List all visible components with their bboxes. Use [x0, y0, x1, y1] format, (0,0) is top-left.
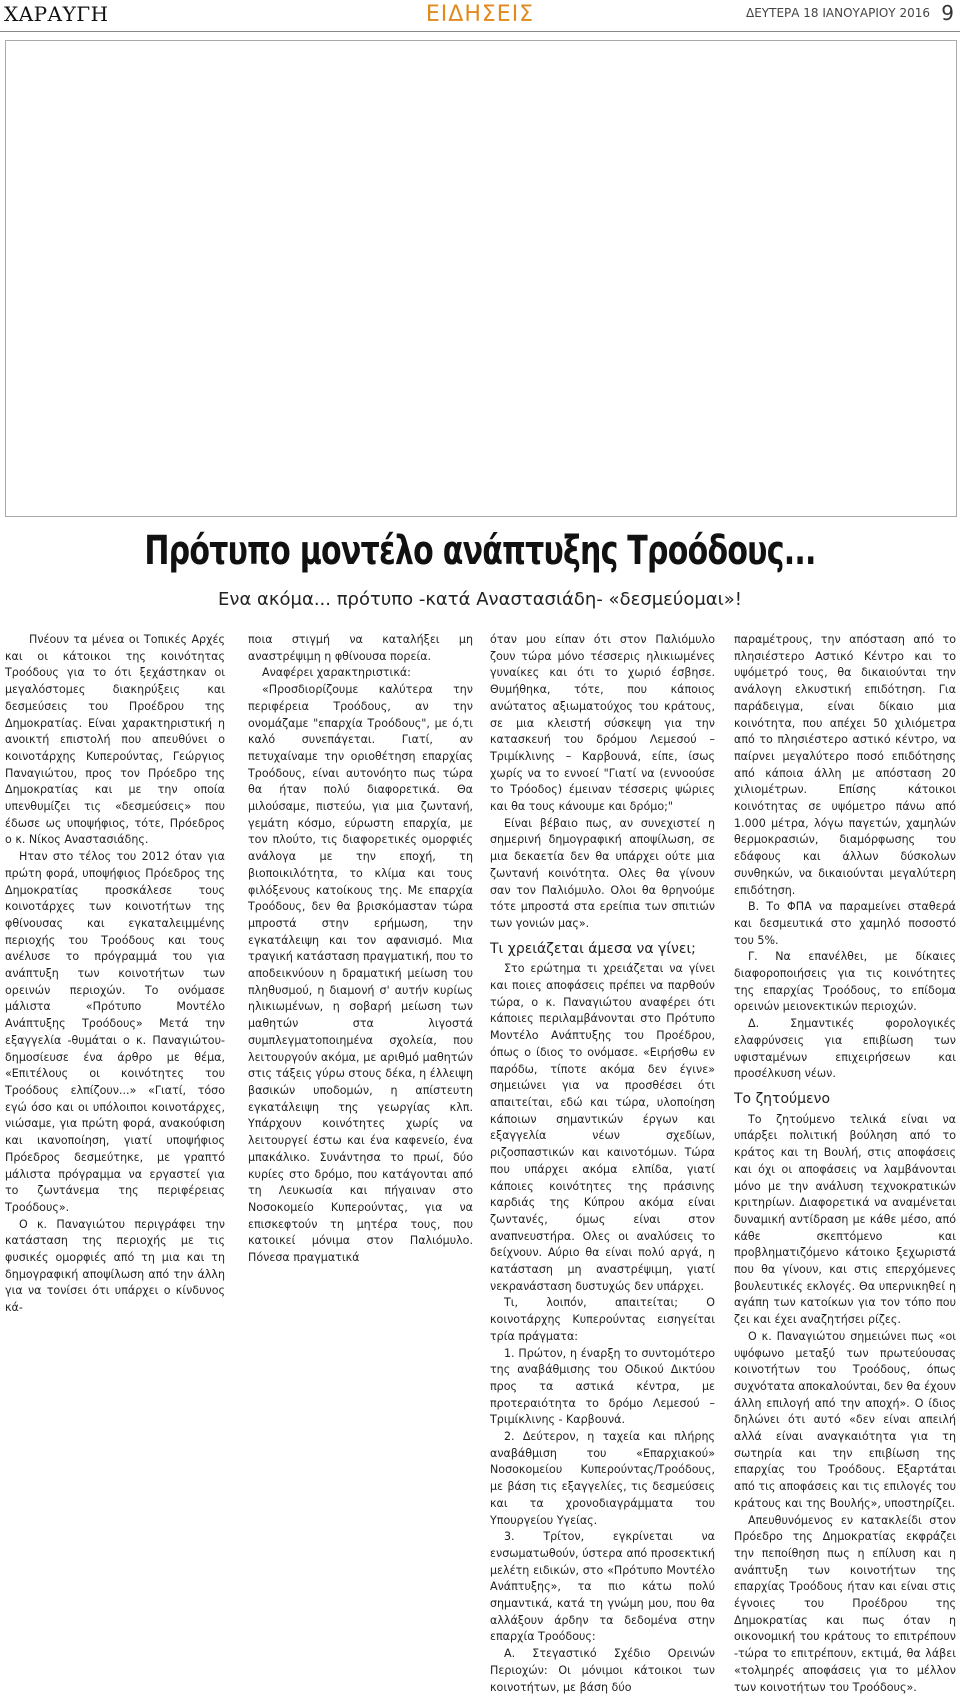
- paragraph: «Προσδιορίζουμε καλύτερα την περιφέρεια Τροόδους, αν την ονομάζαμε "επαρχία Τροόδους", με ό,τι καλό συνεπάγεται. Γιατί, αν πετυχαίναμε την οριοθέτηση επαρχίας Τροόδους, είναι αυτονόητο πως τώρα θα ήταν πολύ διαφορετικά. Θα μιλούσαμε, πιστεύω, για μια ζωντανή, γεμάτη κόσμο, εύρωστη επαρχία, με τον πλούτο, τις διαφορετικές ομορφιές ανάλογα με την εποχή, τη βιοποικιλότητα, το κλίμα και τους φιλόξενους κατοίκους της. Με επαρχία Τροόδους, δεν θα βρισκόμασταν τώρα μπροστά στην ερήμωση, την εγκατάλειψη και τον αφανισμό. Μια τραγική κατάσταση πραγματική, που το αποδεικνύουν η δραματική μείωση του πληθυσμού, η διαμονή σ' αυτήν κυρίως ηλικιωμένων, η σοβαρή μείωση των μαθητών στα λιγοστά συμπλεγματοποιημένα σχολεία, που λειτουργούν ακόμα, με αριθμό μαθητών στις τάξεις γύρω στους δέκα, η έλλειψη βασικών υποδομών, η απίστευτη εγκατάλειψη της γεωργίας κλπ. Υπάρχουν κοινότητες χωρίς να λειτουργεί έστω και ένα καφενείο, ένα μπακάλικο. Συνάντησα το πρωί, δύο κυρίες στο δρόμο, που κατάγονται από τη Λευκωσία και πήγαιναν στο Νοσοκομείο Κυπερούντας, για να επισκεφτούν τη μητέρα τους, που κατοικεί μόνιμα στον Παλιόμυλο. Πόνεσα πραγματικά: [248, 683, 473, 1265]
- paragraph: όταν μου είπαν ότι στον Παλιόμυλο ζουν τώρα μόνο τέσσερις ηλικιωμένες γυναίκες και ότι το χωριό έσβησε. Θυμήθηκα, τότε, που κάποιος ανώτατος αξιωματούχος του κράτους, σε μια κλειστή σύσκεψη για την κατασκευή του δρόμου Λεμεσού – Τριμίκλινης – Καρβουνά, είπε, ίσως χωρίς να το εννοεί "Γιατί να (εννοούσε το Τρόοδος) έμειναν τέσσερις ψώριες και θα τους κάνουμε και δρόμο;": [490, 633, 715, 814]
- paragraph: Στο ερώτημα τι χρειάζεται να γίνει και ποιες αποφάσεις πρέπει να παρθούν τώρα, ο κ. Παναγιώτου αναφέρει ότι κάποιες περιλαμβάνονται στο Πρότυπο Μοντέλο Ανάπτυξης του Προέδρου, όπως ο ίδιος το ονόμασε. «Ειρήσθω εν παρόδω, τίποτε ακόμα δεν έγινε» σημειώνει για να προσθέσει ότι απαιτείται, εδώ και τώρα, υλοποίηση κάποιων σημαντικών έργων και εξαγγελία νέων σχεδίων, ριζοσπαστικών και καινοτόμων. Τώρα που υπάρχει ακόμα ελπίδα, γιατί κάποιες κοινότητες της πράσινης καρδιάς της Κύπρου ακόμα είναι ζωντανές, όμως είναι στον αναπνευστήρα. Ολες οι αναλύσεις το δείχνουν. Αύριο θα είναι πολύ αργά, η κατάσταση μη αναστρέψιμη, γιατί νεκρανάσταση δυστυχώς δεν υπάρχει.: [490, 962, 715, 1293]
- subheading-what-is-needed: Τι χρειάζεται άμεσα να γίνει;: [490, 940, 696, 957]
- paragraph: 3. Τρίτον, εγκρίνεται να ενσωματωθούν, ύστερα από προσεκτική μελέτη ειδικών, στο «Πρότυπο Μοντέλο Ανάπτυξης», τα πιο κάτω πολύ σημαντικά, κατά τη γνώμη μου, που θα αλλάξουν άρδην τα δεδομένα στην επαρχία Τροόδους:: [490, 1530, 715, 1644]
- subheading-the-objective: Το ζητούμενο: [734, 1090, 831, 1107]
- paragraph: 2. Δεύτερον, η ταχεία και πλήρης αναβάθμιση του «Επαρχιακού» Νοσοκομείου Κυπερούντας/Τροόδους, με βάση τις εξαγγελίες, τις δεσμεύσεις και τα χρονοδιαγράμματα του Υπουργείου Υγείας.: [490, 1430, 715, 1527]
- article-column-4: [734, 632, 956, 1696]
- article-column-3: [490, 632, 715, 1696]
- paragraph: Απευθυνόμενος εν κατακλείδι στον Πρόεδρο της Δημοκρατίας εκφράζει την πεποίθηση πως η επίλυση και η ανάπτυξη των κοινοτήτων της επαρχίας Τροόδους ήταν και είναι στις έγνοιες του Προέδρου της Δημοκρατίας και πως όταν η οικονομική του κράτους το επιτρέπουν -τώρα το επιτρέπουν, εκτιμά, θα λάβει «τολμηρές αποφάσεις για το μέλλον των κοινοτήτων του Τροόδους».: [734, 1513, 956, 1694]
- paragraph: Δ. Σημαντικές φορολογικές ελαφρύνσεις για επιβίωση των υφισταμένων επιχειρήσεων και προσέλκυση νέων.: [734, 1017, 956, 1081]
- paragraph: Ο κ. Παναγιώτου σημειώνει πως «οι υψόφωνο μεταξύ των πρωτεύουσας κοινοτήτων του Τροόδους, όπως συχνότατα αποκαλούνται, δεν θα έχουν άλλη επιλογή από την αποχή». Ο ίδιος δηλώνει ότι αυτό «δεν είναι απειλή αλλά είναι αναγκαιότητα για τη σωτηρία και την επιβίωση της επαρχίας του Τροόδους. Εξαρτάται από τις αποφάσεις και τις επιλογές του κράτους και της Βουλής», υποστηρίζει.: [734, 1329, 956, 1510]
- article-column-1: [5, 632, 225, 1317]
- paragraph: Ηταν στο τέλος του 2012 όταν για πρώτη φορά, υποψήφιος Πρόεδρος της Δημοκρατίας προσκάλεσε τους κοινοτάρχες των κοινοτήτων της φθίνουσας και εγκαταλειμμένης περιοχής του Τροόδους και τους ανέλυσε το πρόγραμμά του για ανάπτυξη των κοινοτήτων των ορεινών περιοχών. Το ονόμασε μάλιστα «Πρότυπο Μοντέλο Ανάπτυξης Τροόδους» Μετά την εξαγγελία -θυμάται ο κ. Παναγιώτου- δημοσίευσε ένα άρθρο με θέμα, «Επιτέλους οι κοινότητες του Τροόδους ελπίζουν...» «Γιατί, τόσο εγώ όσο και οι υπόλοιποι κοινοτάρχες, νιώσαμε, για πρώτη φορά, ανακούφιση και ικανοποίηση, γιατί υποψήφιος Πρόεδρος δεσμεύτηκε, με γραπτό μάλιστα πρόγραμμα να εργαστεί για το ζωντάνεμα της περιφέρειας Τροόδους».: [5, 850, 225, 1214]
- article-photo-placeholder: [5, 40, 957, 517]
- article-headline: Πρότυπο μοντέλο ανάπτυξης Τροόδους...: [144, 528, 816, 574]
- paragraph: ποια στιγμή να καταλήξει μη αναστρέψιμη η φθίνουσα πορεία.: [248, 633, 473, 663]
- paragraph: Β. Το ΦΠΑ να παραμείνει σταθερά και δεσμευτικά στο χαμηλό ποσοστό του 5%.: [734, 900, 956, 947]
- paragraph: Είναι βέβαιο πως, αν συνεχιστεί η σημερινή δημογραφική αποψίλωση, σε μια δεκαετία δεν θα υπάρχει ούτε μια ζωντανή κοινότητα. Ολες θα γίνουν σαν τον Παλιόμυλο. Ολοι θα θρηνούμε τότε μπροστά στα ερείπια των σπιτιών των γονιών μας».: [490, 816, 715, 930]
- paragraph: Αναφέρει χαρακτηριστικά:: [262, 666, 411, 680]
- newspaper-logo[interactable]: ΧΑΡΑΥΓΗ: [4, 2, 109, 26]
- paragraph: Πνέουν τα μένεα οι Τοπικές Αρχές και οι κάτοικοι της κοινότητας Τροόδους για το ότι ξεχάστηκαν οι μεγαλόστομες διακηρύξεις και δεσμεύσεις του Προέδρου της Δημοκρατίας. Είναι χαρακτηριστική η ανοικτή επιστολή που απευθύνει ο κοινοτάρχης Κυπερούντας, Γεώργιος Παναγιώτου, προς τον Πρόεδρο της Δημοκρατίας και με την οποία υπενθυμίζει τις «δεσμεύσεις» που έδωσε ως υποψήφιος, τότε, Πρόεδρος ο κ. Νίκος Αναστασιάδης.: [5, 633, 225, 847]
- paragraph: Τι, λοιπόν, απαιτείται; Ο κοινοτάρχης Κυπερούντας εισηγείται τρία πράγματα:: [490, 1296, 715, 1343]
- paragraph: 1. Πρώτον, η έναρξη το συντομότερο της αναβάθμισης του Οδικού Δικτύου προς τα αστικά κέντρα, με προτεραιότητα το δρόμο Λεμεσού – Τριμίκλινης - Καρβουνά.: [490, 1346, 715, 1427]
- page-number: 9: [941, 1, 954, 25]
- paragraph: Ο κ. Παναγιώτου περιγράφει την κατάσταση της περιοχής με τις φυσικές ομορφιές από τη μια και τη δημογραφική αποψίλωση από την άλλη για να τονίσει ότι υπάρχει ο κίνδυνος κά-: [5, 1217, 225, 1315]
- section-title: ΕΙΔΗΣΕΙΣ: [425, 2, 535, 27]
- header-rule: [0, 31, 960, 32]
- issue-date: ΔΕΥΤΕΡΑ 18 ΙΑΝΟΥΑΡΙΟΥ 2016: [746, 6, 930, 20]
- masthead: [0, 0, 960, 32]
- paragraph: παραμέτρους, την απόσταση από το πλησιέστερο Αστικό Κέντρο και το υψόμετρό τους, θα δικαιούνται την ανάλογη ελκυστική επιδότηση. Για παράδειγμα, είναι δίκαιο μια κοινότητα, που απέχει 50 χιλιόμετρα από το πλησιέστερο αστικό κέντρο, να παίρνει μεγαλύτερο ποσό επιδότησης από κάποια άλλη με απόσταση 20 χιλιομέτρων. Επίσης κάτοικοι κοινότητας σε υψόμετρο πάνω από 1.000 μέτρα, λόγω παγετών, χαμηλών θερμοκρασιών, διαμόρφωσης του εδάφους και άλλων δύσκολων συνθηκών, να δικαιούνται μεγαλύτερη επιδότηση.: [734, 633, 956, 897]
- paragraph: Γ. Να επανέλθει, με δίκαιες διαφοροποιήσεις για τις κοινότητες της επαρχίας Τροόδους, το επίδομα ορεινών μειονεκτικών περιοχών.: [734, 950, 956, 1014]
- paragraph: Το ζητούμενο τελικά είναι να υπάρξει πολιτική βούληση από το κράτος και τη Βουλή, στις αποφάσεις και όχι οι αποφάσεις να λαμβάνονται μόνο με την ανάλυση τεχνοκρατικών κριτηρίων. Διαφορετικά να αναμένεται δυναμική αντίδραση με κάθε μέσο, από κάθε σκεπτόμενο και προβληματιζόμενο κάτοικο ξεχωριστά που θα γίνουν, και στις επερχόμενες βουλευτικές εκλογές. Θα υπερνικηθεί η αγάπη των κατοίκων για τον τόπο που ζει και έχει αναζητήσει ρίζες.: [734, 1112, 956, 1327]
- article-column-2: [248, 632, 473, 1267]
- article-subheadline: Ενα ακόμα... πρότυπο -κατά Αναστασιάδη- «δεσμεύομαι»!: [218, 589, 742, 610]
- paragraph: Α. Στεγαστικό Σχέδιο Ορεινών Περιοχών: Οι μόνιμοι κάτοικοι των κοινοτήτων, με βάση δύο: [490, 1647, 715, 1694]
